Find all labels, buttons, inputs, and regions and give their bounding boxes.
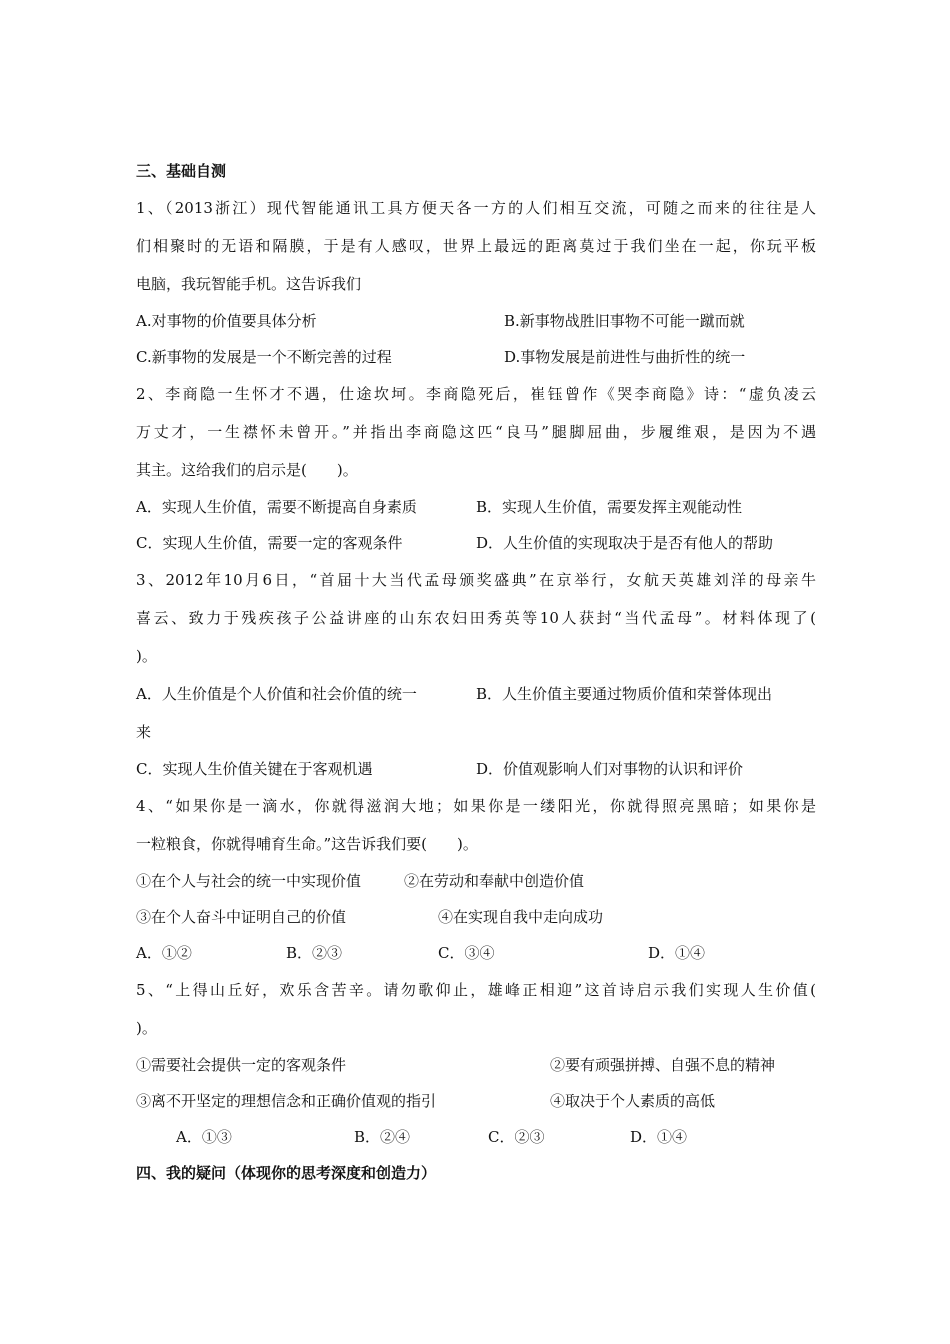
q4-choice-d: D．①④ [648,944,706,962]
q5-choice-b: B．②④ [354,1128,411,1146]
q3-line-1: 3、2012年10月6日，“首届十大当代孟母颁奖盛典”在京举行，女航天英雄刘洋的母亲牛 [136,571,816,589]
q3-option-d: D．价值观影响人们对事物的认识和评价 [476,760,744,778]
q4-line-1: 4、“如果你是一滴水，你就得滋润大地；如果你是一缕阳光，你就得照亮黑暗；如果你是 [136,797,816,815]
q2-option-d: D．人生价值的实现取决于是否有他人的帮助 [476,534,774,552]
q4-item-3: ③在个人奋斗中证明自己的价值 [136,908,347,926]
q5-choice-d: D．①④ [630,1128,688,1146]
q4-line-2: 一粒粮食，你就得哺育生命。”这告诉我们要( )。 [136,835,478,853]
q1-line-1: 1、（2013浙江）现代智能通讯工具方便天各一方的人们相互交流，可随之而来的往往是人 [136,199,816,217]
section-heading-basic-test: 三、基础自测 [136,162,227,180]
q5-item-2: ②要有顽强拼搏、自强不息的精神 [550,1056,776,1074]
q3-option-a: A．人生价值是个人价值和社会价值的统一 [136,685,417,703]
q5-choice-c: C．②③ [488,1128,545,1146]
section-heading-my-questions: 四、我的疑问（体现你的思考深度和创造力） [136,1164,437,1182]
q3-line-2: 喜云、致力于残疾孩子公益讲座的山东农妇田秀英等10人获封“当代孟母”。材料体现了( [136,609,816,627]
q2-option-b: B．实现人生价值，需要发挥主观能动性 [476,498,743,516]
q1-option-a: A.对事物的价值要具体分析 [136,312,317,330]
q3-options-row-2 [136,751,816,787]
q3-line-3: )。 [136,647,157,665]
q4-item-2: ②在劳动和奉献中创造价值 [404,872,585,890]
q2-line-2: 万丈才，一生襟怀未曾开。”并指出李商隐这匹“良马”腿脚屈曲，步履维艰，是因为不遇 [136,423,816,441]
q2-line-1: 2、李商隐一生怀才不遇，仕途坎坷。李商隐死后，崔钰曾作《哭李商隐》诗：“虚负凌云 [136,385,816,403]
q4-item-4: ④在实现自我中走向成功 [438,908,604,926]
q2-options-row-1 [136,489,816,525]
q2-option-a: A．实现人生价值，需要不断提高自身素质 [136,498,417,516]
q3-option-c: C．实现人生价值关键在于客观机遇 [136,760,373,778]
q2-line-3: 其主。这给我们的启示是( )。 [136,461,358,479]
q5-line-1: 5、“上得山丘好，欢乐含苦辛。请勿歌仰止，雄峰正相迎”这首诗启示我们实现人生价值( [136,981,816,999]
q4-choice-a: A．①② [136,944,192,962]
q1-option-b: B.新事物战胜旧事物不可能一蹴而就 [504,312,745,330]
q2-option-c: C．实现人生价值，需要一定的客观条件 [136,534,403,552]
q1-options-row-1 [136,303,816,339]
q5-item-3: ③离不开坚定的理想信念和正确价值观的指引 [136,1092,437,1110]
q1-option-c: C.新事物的发展是一个不断完善的过程 [136,348,392,366]
q4-choices-row [136,935,816,971]
q4-item-1: ①在个人与社会的统一中实现价值 [136,872,362,890]
q5-items-row-2 [136,1083,816,1119]
q5-choice-a: A．①③ [176,1128,232,1146]
q5-line-2: )。 [136,1019,157,1037]
q4-items-row-2 [136,899,816,935]
document-body [136,153,816,1191]
q2-options-row-2 [136,525,816,561]
q1-line-3: 电脑，我玩智能手机。这告诉我们 [136,275,362,293]
q1-options-row-2 [136,339,816,375]
q3-option-b: B．人生价值主要通过物质价值和荣誉体现出 [476,685,773,703]
q4-choice-b: B．②③ [286,944,343,962]
q4-choice-c: C．③④ [438,944,495,962]
q4-items-row-1 [136,863,816,899]
q3-option-b-continued: 来 [136,723,152,741]
q1-option-d: D.事物发展是前进性与曲折性的统一 [504,348,746,366]
q1-line-2: 们相聚时的无语和隔膜，于是有人感叹，世界上最远的距离莫过于我们坐在一起，你玩平板 [136,237,816,255]
q5-item-4: ④取决于个人素质的高低 [550,1092,716,1110]
q5-item-1: ①需要社会提供一定的客观条件 [136,1056,347,1074]
q5-choices-row [136,1119,816,1155]
q3-options-row-1 [136,675,816,713]
q5-items-row-1 [136,1047,816,1083]
